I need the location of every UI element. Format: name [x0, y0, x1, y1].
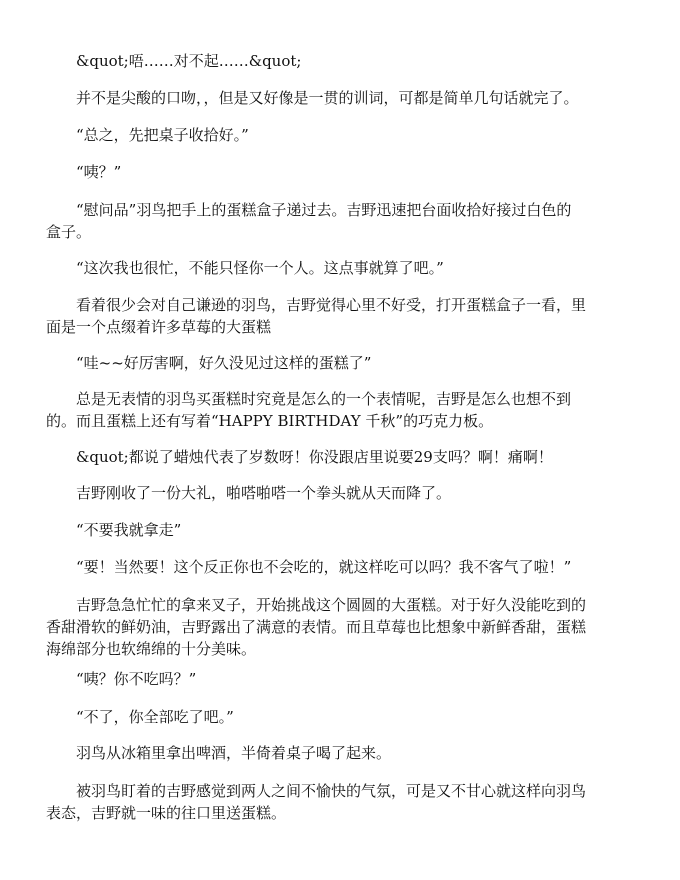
paragraph — [76, 519, 636, 541]
text-line: “总之，先把桌子收拾好。” — [76, 126, 249, 144]
paragraph — [46, 780, 636, 824]
paragraph — [46, 199, 636, 243]
paragraph — [46, 388, 636, 432]
paragraph — [76, 556, 636, 578]
paragraph — [46, 594, 636, 660]
paragraph — [76, 50, 636, 72]
text-line: “要！当然要！这个反正你也不会吃的，就这样吃可以吗？我不客气了啦！” — [76, 558, 572, 576]
paragraph — [76, 668, 636, 690]
text-line: “慰问品”羽鸟把手上的蛋糕盒子递过去。吉野迅速把台面收拾好接过白色的 — [76, 201, 572, 219]
text-line: 海绵部分也软绵绵的十分美味。 — [46, 640, 257, 658]
text-line: “这次我也很忙，不能只怪你一个人。这点事就算了吧。” — [76, 259, 444, 277]
paragraph — [46, 294, 636, 338]
text-line: &quot;都说了蜡烛代表了岁数呀！你没跟店里说要29支吗？啊！痛啊！ — [76, 448, 553, 466]
paragraph — [76, 124, 636, 146]
paragraph — [76, 257, 636, 279]
text-line: 并不是尖酸的口吻，，但是又好像是一贯的训词，可都是简单几句话就完了。 — [76, 89, 579, 107]
paragraph — [76, 482, 636, 504]
text-line: 的。而且蛋糕上还有写着“HAPPY BIRTHDAY 千秋”的巧克力板。 — [46, 412, 494, 430]
text-line: “咦？你不吃吗？” — [76, 670, 197, 688]
paragraph — [76, 87, 636, 109]
text-line: &quot;唔……对不起……&quot; — [76, 52, 302, 70]
text-line: 吉野急急忙忙的拿来叉子，开始挑战这个圆圆的大蛋糕。对于好久没能吃到的 — [76, 596, 587, 614]
text-line: 总是无表情的羽鸟买蛋糕时究竟是怎么的一个表情呢，吉野是怎么也想不到 — [76, 390, 572, 408]
text-line: 表态，吉野就一味的往口里送蛋糕。 — [46, 804, 287, 822]
text-line: 面是一个点缀着许多草莓的大蛋糕 — [46, 318, 272, 336]
paragraph — [76, 706, 636, 728]
text-line: 吉野刚收了一份大礼，啪嗒啪嗒一个拳头就从天而降了。 — [76, 484, 452, 502]
paragraph — [76, 742, 636, 764]
paragraph — [76, 352, 636, 374]
text-line: “不了，你全部吃了吧。” — [76, 708, 234, 726]
paragraph — [76, 446, 636, 468]
paragraph — [76, 161, 636, 183]
text-line: 看着很少会对自己谦逊的羽鸟，吉野觉得心里不好受，打开蛋糕盒子一看，里 — [76, 296, 587, 314]
text-line: 羽鸟从冰箱里拿出啤酒，半倚着桌子喝了起来。 — [76, 744, 392, 762]
text-line: 香甜滑软的鲜奶油，吉野露出了满意的表情。而且草莓也比想象中新鲜香甜，蛋糕 — [46, 618, 587, 636]
text-line: “咦？” — [76, 163, 122, 181]
text-line: “不要我就拿走” — [76, 521, 182, 539]
text-line: 被羽鸟盯着的吉野感觉到两人之间不愉快的气氛，可是又不甘心就这样向羽鸟 — [76, 782, 587, 800]
text-line: 盒子。 — [46, 223, 92, 241]
text-line: “哇~~好厉害啊，好久没见过这样的蛋糕了” — [76, 354, 372, 372]
